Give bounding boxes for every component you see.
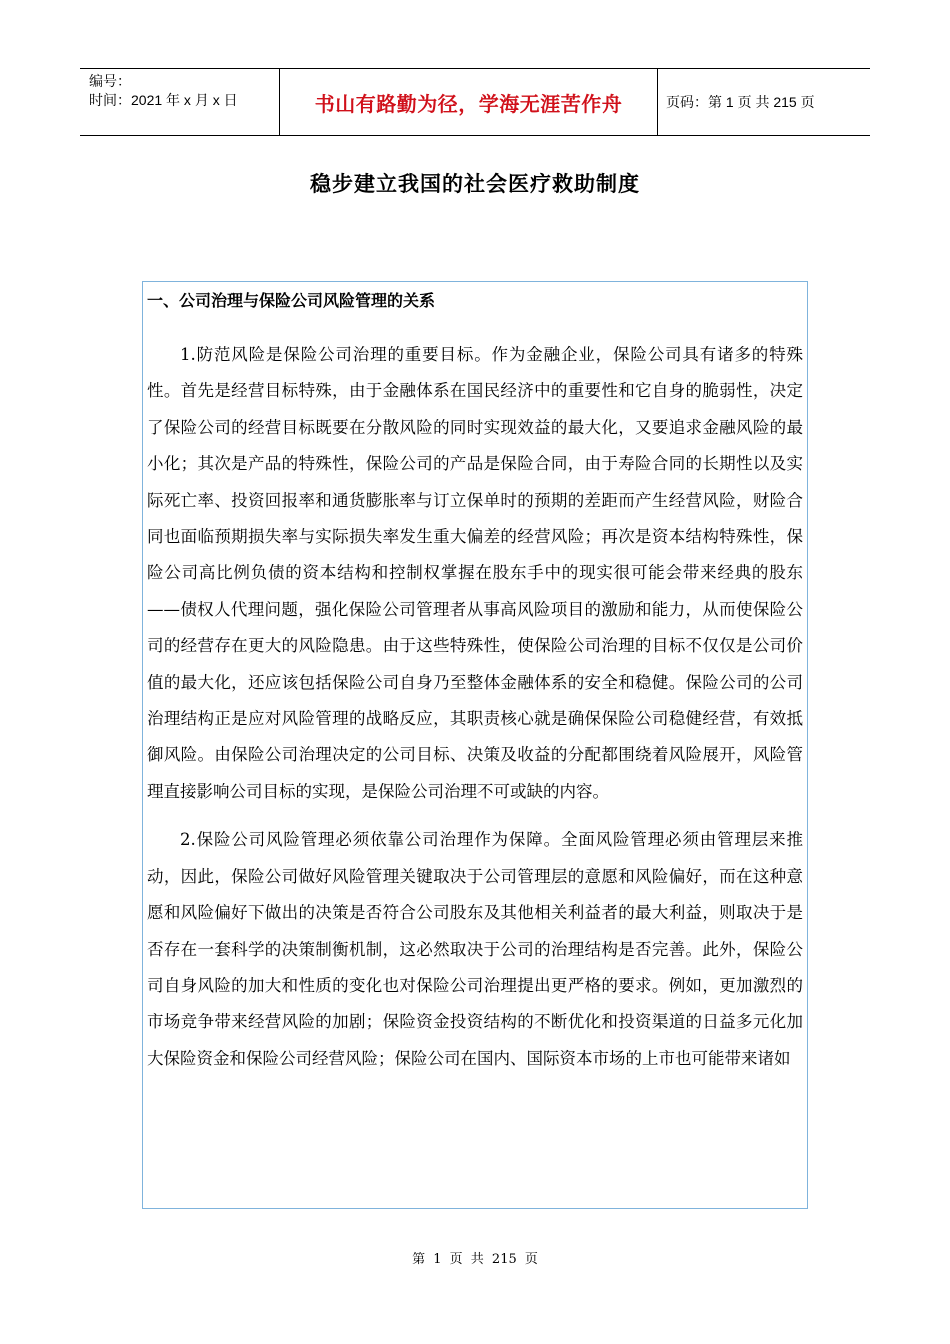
page-footer: 第 1 页 共 215 页 (412, 1252, 538, 1267)
header-table (80, 68, 870, 136)
paragraph-1: 1.防范风险是保险公司治理的重要目标。作为金融企业，保险公司具有诸多的特殊性。首先是经营目标特殊，由于金融体系在国民经济中的重要性和它自身的脆弱性，决定了保险公司的经营目标既要在分散风险的同时实现效益的最大化，又要追求金融风险的最小化；其次是产品的特殊性，保险公司的产品是保险合同，由于寿险合同的长期性以及实际死亡率、投资回报率和通货膨胀率与订立保单时的预期的差距而产生经营风险，财险合同也面临预期损失率与实际损失率发生重大偏差的经营风险；再次是资本结构特殊性，保险公司高比例负债的资本结构和控制权掌握在股东手中的现实很可能会带来经典的股东——债权人代理问题，强化保险公司管理者从事高风险项目的激励和能力，从而使保险公司的经营存在更大的风险隐患。由于这些特殊性，使保险公司治理的目标不仅仅是公司价值的最大化，还应该包括保险公司自身乃至整体金融体系的安全和稳健。保险公司的公司治理结构正是应对风险管理的战略反应，其职责核心就是确保保险公司稳健经营，有效抵御风险。由保险公司治理决定的公司目标、决策及收益的分配都围绕着风险展开，风险管理直接影响公司目标的实现，是保险公司治理不可或缺的内容。 (147, 345, 803, 801)
motto-text: 书山有路勤为径，学海无涯苦作舟 (314, 91, 623, 116)
content-box (142, 281, 808, 1209)
paragraph-2: 2.保险公司风险管理必须依靠公司治理作为保障。全面风险管理必须由管理层来推动，因此，保险公司做好风险管理关键取决于公司管理层的意愿和风险偏好，而在这种意愿和风险偏好下做出的决策是否符合公司股东及其他相关利益者的最大利益，则取决于是否存在一套科学的决策制衡机制，这必然取决于公司的治理结构是否完善。此外，保险公司自身风险的加大和性质的变化也对保险公司治理提出更严格的要求。例如，更加激烈的市场竞争带来经营风险的加剧；保险资金投资结构的不断优化和投资渠道的日益多元化加大保险资金和保险公司经营风险；保险公司在国内、国际资本市场的上市也可能带来诸如 (147, 830, 803, 1068)
page-info-cell (658, 69, 870, 135)
header-meta-cell (80, 69, 280, 135)
motto-cell (280, 69, 658, 135)
document-title: 稳步建立我国的社会医疗救助制度 (310, 172, 640, 196)
section-heading: 一、公司治理与保险公司风险管理的关系 (147, 291, 436, 310)
time-label: 时间：2021 年 x 月 x 日 (89, 92, 238, 108)
number-label: 编号： (89, 73, 131, 89)
page-info-text: 页码：第 1 页 共 215 页 (666, 94, 815, 110)
